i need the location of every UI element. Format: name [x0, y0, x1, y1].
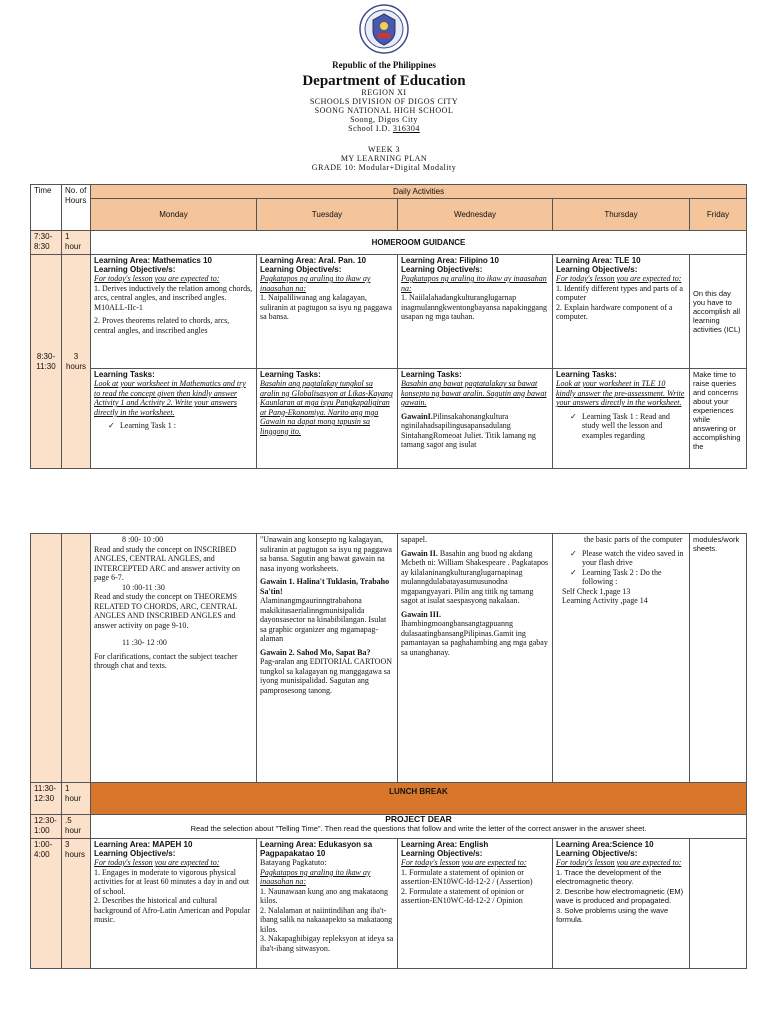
day-friday: Friday	[690, 199, 747, 231]
week-label: WEEK 3	[367, 145, 401, 154]
time-morning: 8:30-11:30	[31, 255, 62, 469]
time-morning-cont	[31, 534, 62, 783]
deped-seal	[359, 4, 409, 54]
col-time-header: Time	[31, 185, 62, 231]
lunch-break: LUNCH BREAK	[91, 783, 747, 815]
school-id: School I.D. 316304	[348, 124, 420, 133]
hours-afternoon: 3 hours	[62, 839, 91, 969]
hours-lunch: 1 hour	[62, 783, 91, 815]
tuesday-objectives: Learning Area: Aral. Pan. 10 Learning Objective/s: Pagkatapos ng araling ito ikaw ay inaasahan na: 1. Naipaliliwanag ang kalagayan, suliranin at pagtugon sa isyu ng paggawa sa bansa.	[257, 255, 398, 369]
thursday-tasks: Learning Tasks: Look at your worksheet in TLE 10 kindly answer the pre-assessment. Write your answers directly in the worksheet. ✓ Learning Task 1 : Read and study well the lesson and examples regarding	[553, 369, 690, 469]
grade-modality: GRADE 10: Modular+Digital Modality	[311, 163, 457, 172]
school-address: Soong, Digos City	[350, 115, 418, 124]
wednesday-tasks: Learning Tasks: Basahin ang bawat pagtatalakay sa bawat konsepto ng bawat aralin. Sagutin ang bawat gawain. GawainI.Pilinsakahonangkultura nginilahadsapilingusapansadulang SintahangRomeoat Juliet. Titik lamang ng tamang sagot ang isulat	[398, 369, 553, 469]
wednesday-afternoon: Learning Area: English Learning Objective/s: For today's lesson you are expected to: 1. Formulate a statement of opinion or assertion-EN10WC-Id-12-2 / (Assertion) 2. Formulate a statement of opinion or assertion-EN10WC-Id-12-2 / Opinion	[398, 839, 553, 969]
friday-afternoon	[690, 839, 747, 969]
monday-tasks: Learning Tasks: Look at your worksheet in Mathematics and try to read the concept given then kindly answer Activity 1 and Activity 2. Write your answers directly in the worksheet. ✓ Learning Task 1 :	[91, 369, 257, 469]
homeroom-guidance: HOMEROOM GUIDANCE	[91, 231, 747, 255]
republic-text: Republic of the Philippines	[332, 60, 436, 70]
wednesday-gawain: sapapel. Gawain II. Basahin ang buod ng akdang Mcbeth ni: William Shakespeare . Pagkatapos ay kilalaninangkulturanglugarnapinag mulanngdulabatayasumusunodna mgapangyayari. Pilin ang titik ng tamang sagot at isulat saespasyong nakalaan. Gawain III. Ihambingmoangbansangtagpuanng dulasaatingbansangPilipinas.Gamit ing pamantayan sa paghahambing ang mga gabay sa unanghanay.	[398, 534, 553, 783]
hours-morning-cont	[62, 534, 91, 783]
school-name: SOONG NATIONAL HIGH SCHOOL	[314, 106, 454, 115]
hours-dear: .5 hour	[62, 815, 91, 839]
learning-plan-table-bottom	[30, 533, 747, 969]
day-thursday: Thursday	[553, 199, 690, 231]
thursday-objectives: Learning Area: TLE 10 Learning Objective/s: For today's lesson you are expected to: 1. Identify different types and parts of a computer 2. Explain hardware component of a computer.	[553, 255, 690, 369]
project-dear: PROJECT DEAR Read the selection about "Telling Time". Then read the questions that follow and write the letter of the correct answer in the answer sheet.	[91, 815, 747, 839]
plan-title: MY LEARNING PLAN	[340, 154, 428, 163]
friday-note-bottom: Make time to raise queries and concerns about your experiences while answering or accomplishing the	[690, 369, 747, 469]
time-afternoon: 1:00-4:00	[31, 839, 62, 969]
day-wednesday: Wednesday	[398, 199, 553, 231]
day-monday: Monday	[91, 199, 257, 231]
tuesday-tasks: Learning Tasks: Basahin ang pagtalakay tungkol sa aralin ng Globalisasyon at Likas-Kayang Kaunlaran at mga isyu Pangkapaligiran at Pang-Ekonomiya. Narito ang mga Gawain na dapat mong tapusin sa linggong ito.	[257, 369, 398, 469]
time-homeroom: 7:30-8:30	[31, 231, 62, 255]
col-hours-header: No. of Hours	[62, 185, 91, 231]
hours-morning: 3 hours	[62, 255, 91, 469]
department-title: Department of Education	[302, 73, 466, 89]
time-lunch: 11:30-12:30	[31, 783, 62, 815]
thursday-afternoon: Learning Area:Science 10 Learning Objective/s: For today's lesson you are expected to: 1. Trace the development of the electromagnetic theory. 2. Describe how electromagnetic (EM) wave is produced and propagated. 3. Solve problems using the wave formula.	[553, 839, 690, 969]
monday-schedule: 8 :00- 10 :00 Read and study the concept on INSCRIBED ANGLES, CENTRAL ANGLES, and INTERCEPTED ARC and answer activity on page 6-7. 10 :00-11 :30 Read and study the concept on THEOREMS RELATED TO CHORDS, ARC, CENTRAL ANGLES AND INSCRIBED ANGLES and answer activity on page 9-10. 11 :30- 12 :00 For clarifications, contact the subject teacher through chat and texts.	[91, 534, 257, 783]
day-tuesday: Tuesday	[257, 199, 398, 231]
friday-note-top: On this day you have to accomplish all learning activities (ICL)	[690, 255, 747, 369]
region-text: REGION XI	[361, 88, 407, 97]
monday-afternoon: Learning Area: MAPEH 10 Learning Objective/s: For today's lesson you are expected to: 1. Engages in moderate to vigorous physical activities for at least 60 minutes a day in and out of school. 2. Describes the historical and cultural background of Afro-Latin American and Popular music.	[91, 839, 257, 969]
monday-objectives: Learning Area: Mathematics 10 Learning Objective/s: For today's lesson you are expected to: 1. Derives inductively the relation among chords, arcs, central angles, and inscribed angles. M10ALL-IIc-1 2. Proves theorems related to chords, arcs, central angles, and inscribed angles	[91, 255, 257, 369]
time-dear: 12:30-1:00	[31, 815, 62, 839]
wednesday-objectives: Learning Area: Filipino 10 Learning Objective/s: Pagkatapos ng araling ito ikaw ay inaasahan na: 1. Naiilalahadangkulturanglugarnap inagmulanngkwentongbayansa napakinggang usapan ng mga tauhan.	[398, 255, 553, 369]
thursday-tasks-cont: the basic parts of the computer ✓ Please watch the video saved in your flash drive ✓ Learning Task 2 : Do the following : Self Check 1,page 13 Learning Activity ,page 14	[553, 534, 690, 783]
hours-homeroom: 1 hour	[62, 231, 91, 255]
division-text: SCHOOLS DIVISION OF DIGOS CITY	[309, 97, 459, 106]
friday-note-cont: modules/work sheets.	[690, 534, 747, 783]
daily-activities-header: Daily Activities	[91, 185, 747, 199]
learning-plan-table-top	[30, 184, 747, 469]
tuesday-afternoon: Learning Area: Edukasyon sa Pagpapakatao 10 Batayang Pagkatuto: Pagkatapos ng araling ito ikaw ay inaasahan na: 1. Naunawaan kung ano ang makataong kilos. 2. Nalalaman at naiintindihan ang iba't-ibang salik na nakaaapekto sa makataong kilos. 3. Nakapagbibigay repleksyon at ideya sa iba't-ibang sitwasyon.	[257, 839, 398, 969]
tuesday-gawain: "Unawain ang konsepto ng kalagayan, suliranin at pagtugon sa isyu ng paggawa sa bansa. Sagutin ang bawat gawain na nasa inyong worksheets. Gawain 1. Halina't Tuklasin, Trabaho Sa'tin! Alaminangmgaurinngtrabahona makikitasaerialinngmunisipalida dayonsasector na kinabibilangan. Isulat sa graphic organizer ang mgamapag-alaman Gawain 2. Sahod Mo, Sapat Ba? Pag-aralan ang EDITORIAL CARTOON tungkol sa kalagayan ng manggagawa sa iyong munisipalidad. Sagutan ang pamprosesong tanong.	[257, 534, 398, 783]
